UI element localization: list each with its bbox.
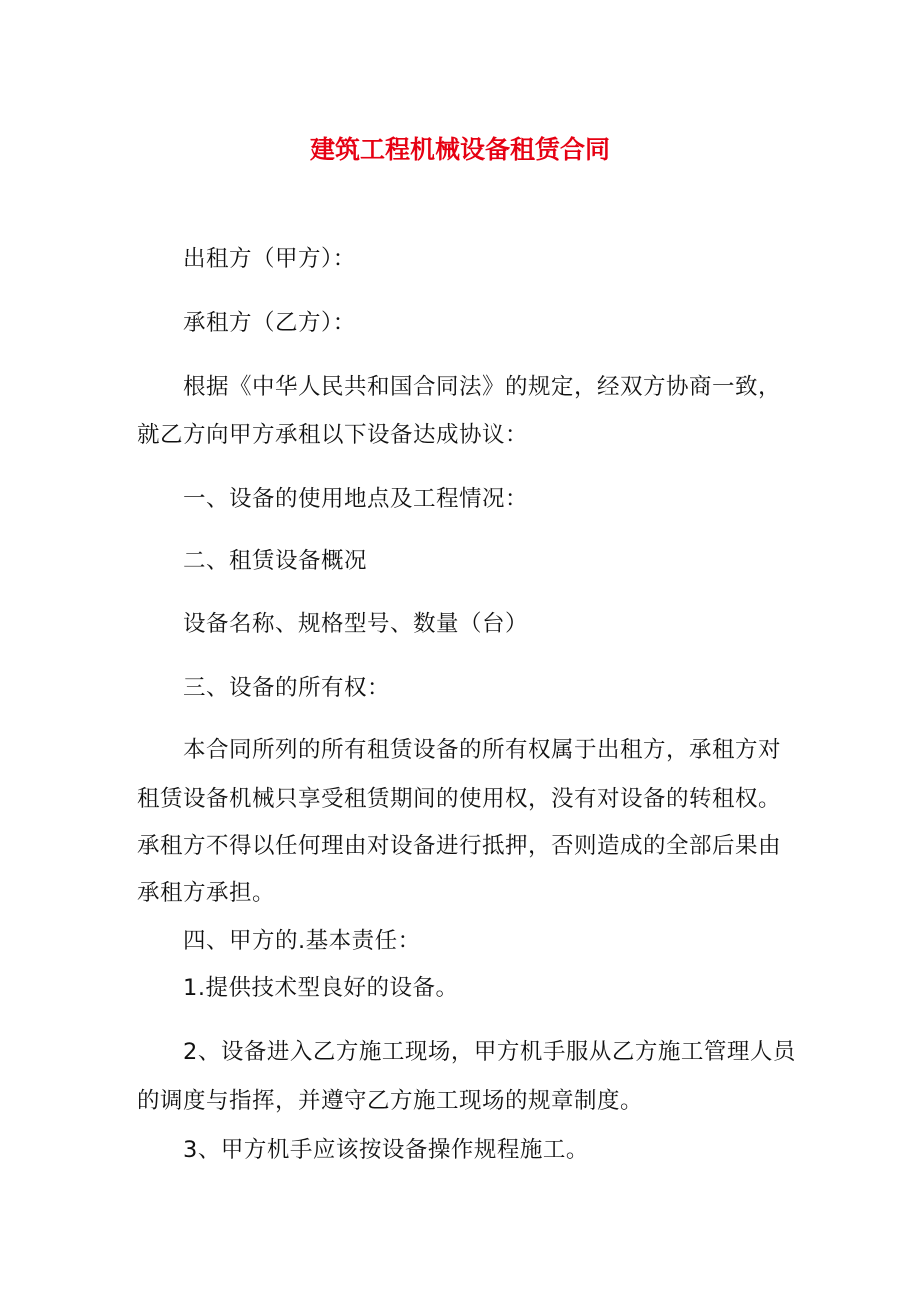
section-3-heading: 三、设备的所有权：: [183, 675, 391, 701]
preamble-line-1: 根据《中华人民共和国合同法》的规定，经双方协商一致，: [183, 374, 782, 400]
section-1-heading: 一、设备的使用地点及工程情况：: [183, 486, 529, 512]
duty-item-1: 1.提供技术型良好的设备。: [183, 975, 459, 1001]
preamble-line-2: 就乙方向甲方承租以下设备达成协议：: [137, 422, 529, 448]
lessee-line: 承租方（乙方）：: [183, 310, 356, 336]
section-4-heading: 四、甲方的.基本责任：: [183, 928, 421, 954]
duty-item-2-line-2: 的调度与指挥，并遵守乙方施工现场的规章制度。: [137, 1088, 644, 1114]
ownership-line-3: 承租方不得以任何理由对设备进行抵押，否则造成的全部后果由: [137, 833, 782, 859]
duty-item-3: 3、甲方机手应该按设备操作规程施工。: [183, 1137, 589, 1163]
ownership-line-4: 承租方承担。: [137, 880, 276, 906]
lessor-line: 出租方（甲方）：: [183, 246, 356, 272]
duty-item-2-line-1: 2、设备进入乙方施工现场，甲方机手服从乙方施工管理人员: [183, 1039, 796, 1065]
ownership-line-1: 本合同所列的所有租赁设备的所有权属于出租方，承租方对: [183, 737, 782, 763]
ownership-line-2: 租赁设备机械只享受租赁期间的使用权，没有对设备的转租权。: [137, 786, 782, 812]
document-title: 建筑工程机械设备租赁合同: [309, 135, 610, 164]
equipment-columns-line: 设备名称、规格型号、数量（台）: [183, 611, 529, 637]
section-2-heading: 二、租赁设备概况: [183, 548, 368, 574]
